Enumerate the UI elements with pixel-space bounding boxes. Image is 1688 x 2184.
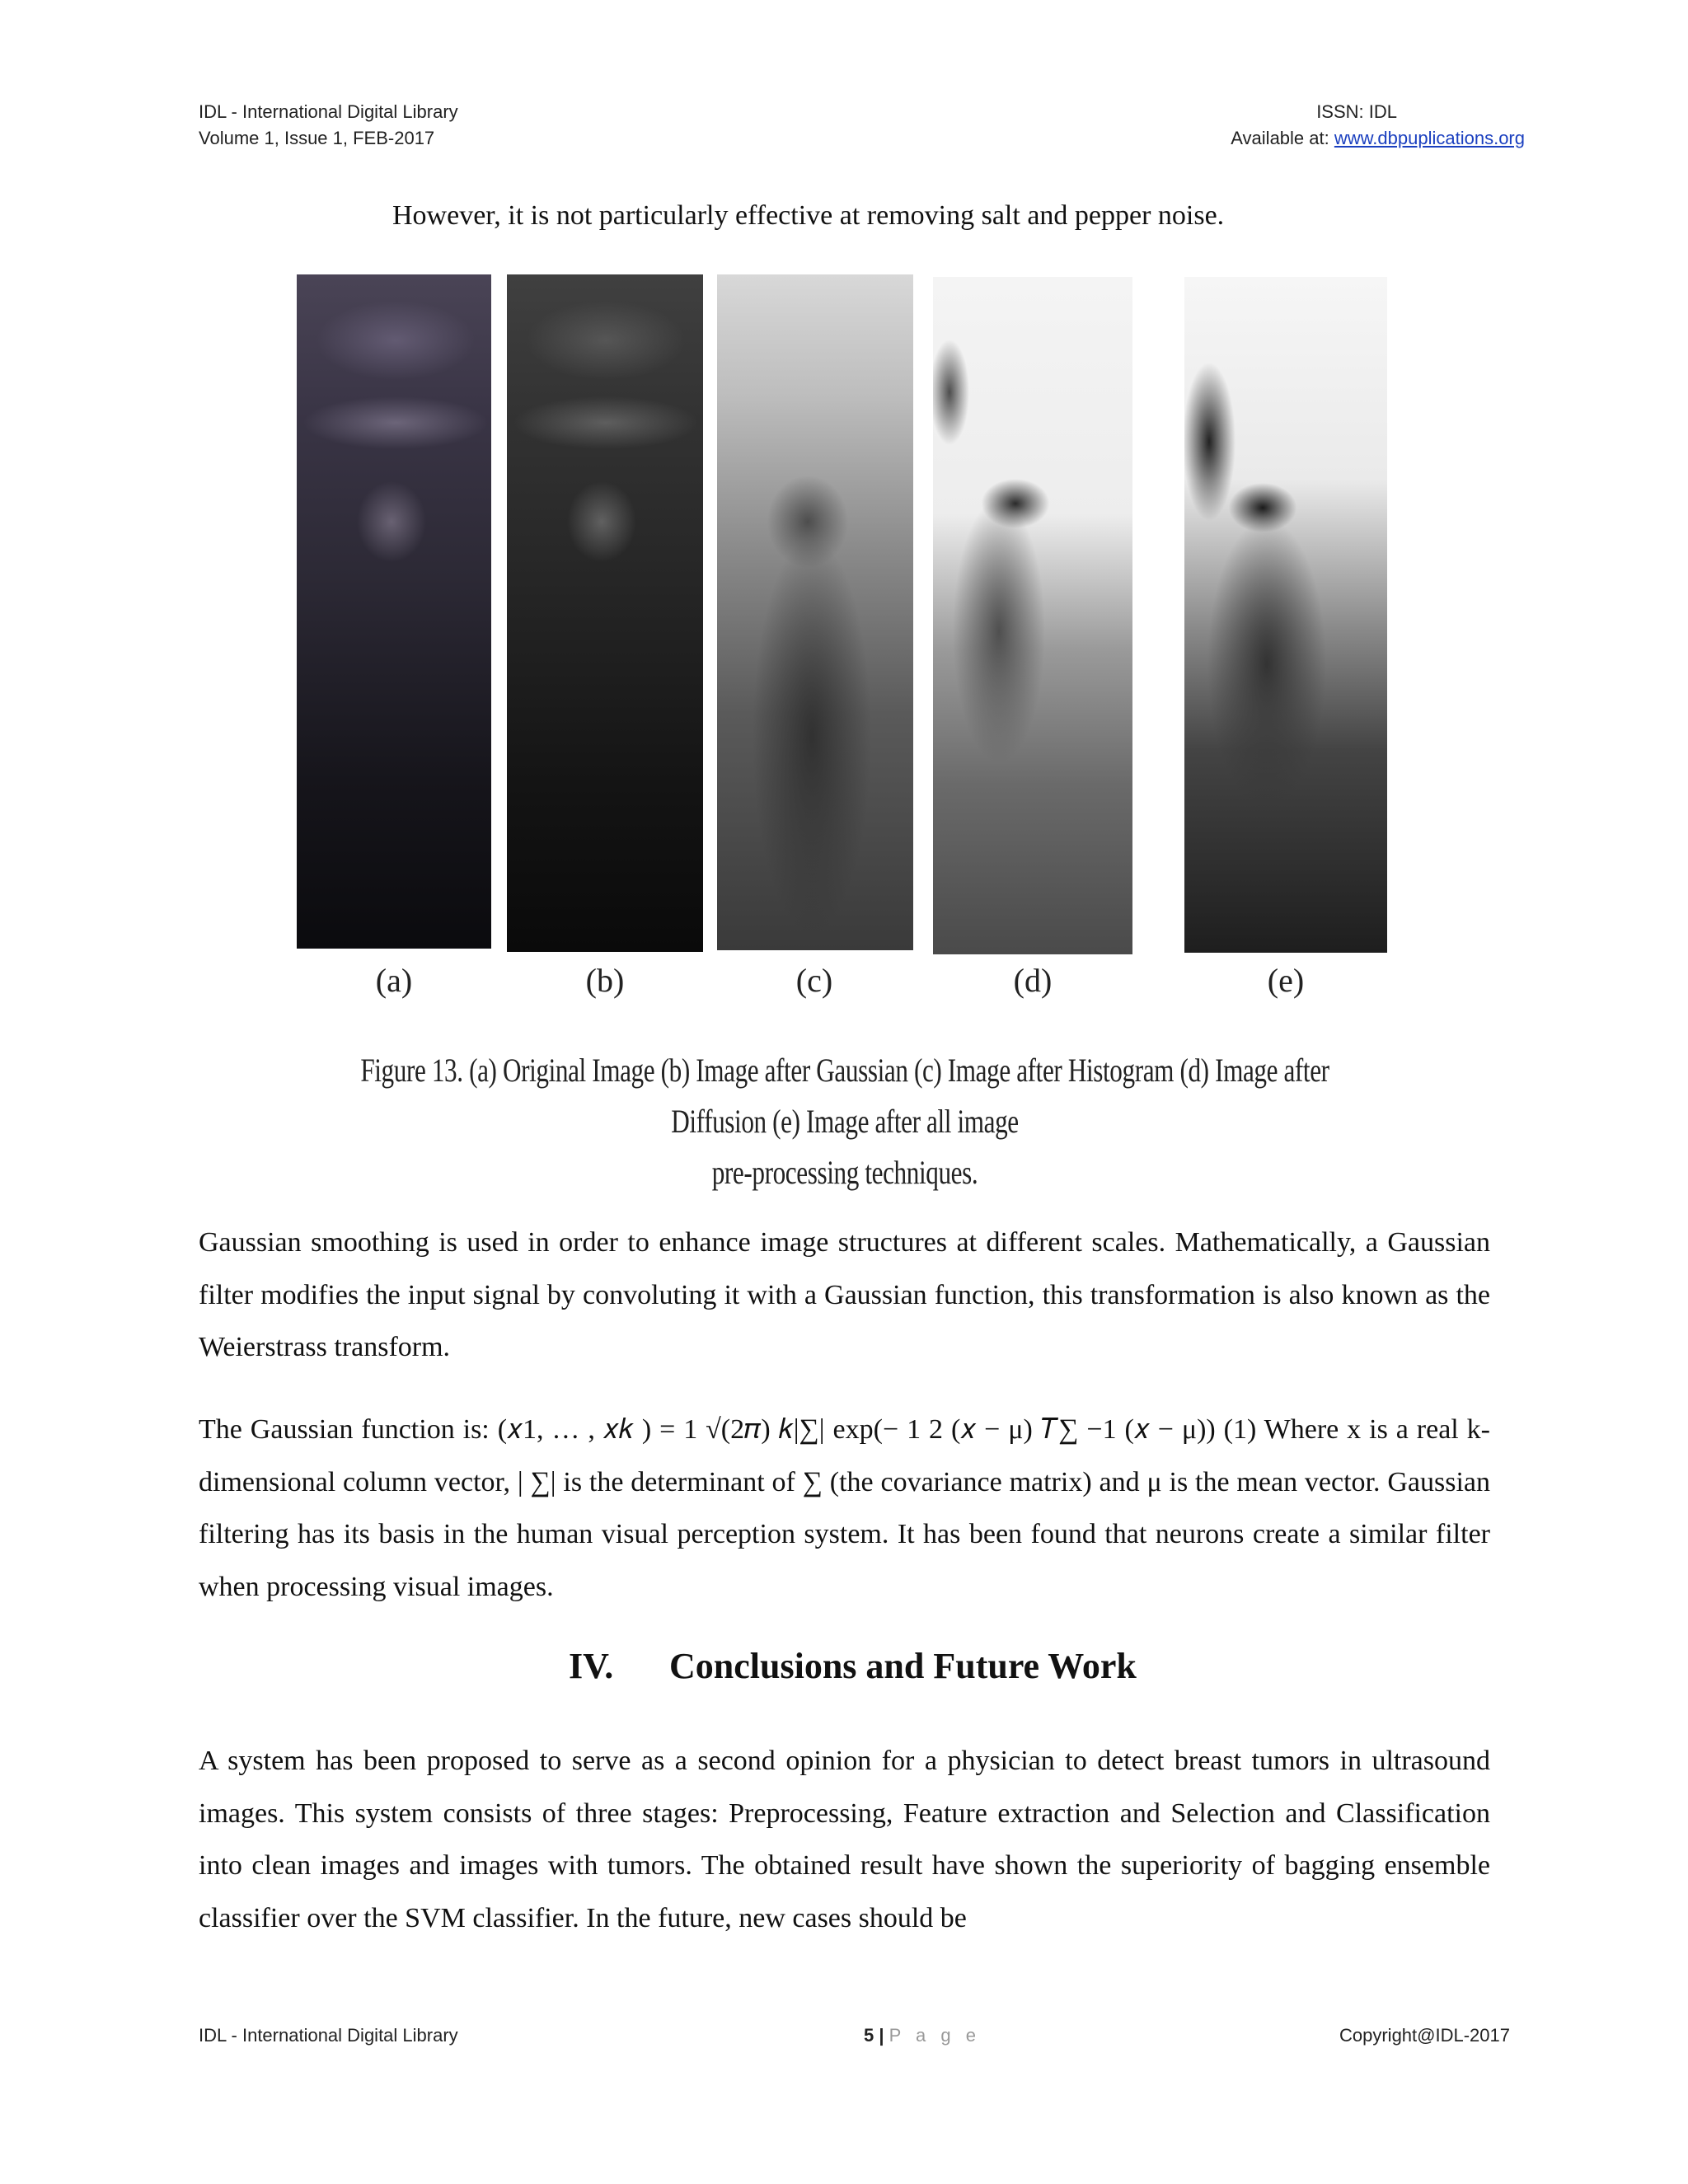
available-prefix: Available at: xyxy=(1231,128,1334,148)
paragraph-conclusions: A system has been proposed to serve as a second opinion for a physician to detect breast tumors in ultrasound images. This system consists of three stages: Preprocessing, Feature extraction and Selection and Classification into clean images and images with tumors. The obtained result have shown the superiority of bagging ensemble classifier over the SVM classifier. In the future, new cases should be xyxy=(199,1746,1490,1933)
footer-copyright: Copyright@IDL-2017 xyxy=(1339,2025,1510,2046)
journal-name: IDL - International Digital Library xyxy=(199,101,458,122)
volume-issue: Volume 1, Issue 1, FEB-2017 xyxy=(199,128,435,148)
section-number: IV. xyxy=(569,1646,614,1686)
panel-label-c: (c) xyxy=(795,962,833,999)
paragraph-gaussian-smoothing: Gaussian smoothing is used in order to enhance image structures at different scales. Mathematically, a Gaussian filter modifies the input signal by convoluting it with a Gaussian function, this transformation is also known as the Weierstrass transform. xyxy=(199,1227,1490,1362)
panel-label-b: (b) xyxy=(585,962,625,999)
figure-caption xyxy=(353,1045,1336,1198)
header-right xyxy=(1231,99,1525,152)
footer-page xyxy=(864,2022,981,2049)
paragraph-gaussian-function: The Gaussian function is: (𝑥1, … , 𝑥𝑘 ) = 1 √(2𝜋) 𝑘|∑| exp(− 1 2 (𝑥 − μ) 𝑇∑ −1 (𝑥 − μ)) (1) Where x is a real k-dimensional column vector, | ∑| is the determinant of ∑ (the covariance matrix) and μ is the mean vector. Gaussian filtering has its basis in the human visual perception system. It has been found that neurons create a similar filter when processing visual images. xyxy=(199,1414,1490,1602)
availability xyxy=(1231,125,1525,152)
intro-text: However, it is not particularly effective at removing salt and pepper noise. xyxy=(392,200,1225,231)
histogram-image-panel xyxy=(717,274,913,950)
page-number: 5 xyxy=(864,2025,874,2046)
original-image-panel xyxy=(297,274,491,949)
issn: ISSN: IDL xyxy=(1316,101,1397,122)
panel-label-d: (d) xyxy=(1013,962,1053,999)
caption-line-2: pre-processing techniques. xyxy=(711,1154,978,1191)
figure-13 xyxy=(214,262,1475,1191)
publication-link[interactable]: www.dbpuplications.org xyxy=(1334,128,1525,148)
section-title: Conclusions and Future Work xyxy=(669,1646,1137,1686)
header-left xyxy=(199,99,458,152)
page-separator: | xyxy=(874,2025,889,2046)
panel-label-e: (e) xyxy=(1267,962,1305,999)
caption-line-1: Figure 13. (a) Original Image (b) Image after Gaussian (c) Image after Histogram (d) Image after Diffusion (e) Image after all image xyxy=(360,1052,1329,1140)
panel-label-a: (a) xyxy=(375,962,413,999)
section-heading xyxy=(569,1642,1137,1691)
diffusion-image-panel xyxy=(933,277,1132,954)
gaussian-image-panel xyxy=(507,274,703,952)
preprocessed-image-panel xyxy=(1184,277,1387,953)
page-word: P a g e xyxy=(889,2025,981,2046)
footer-journal: IDL - International Digital Library xyxy=(199,2025,458,2046)
